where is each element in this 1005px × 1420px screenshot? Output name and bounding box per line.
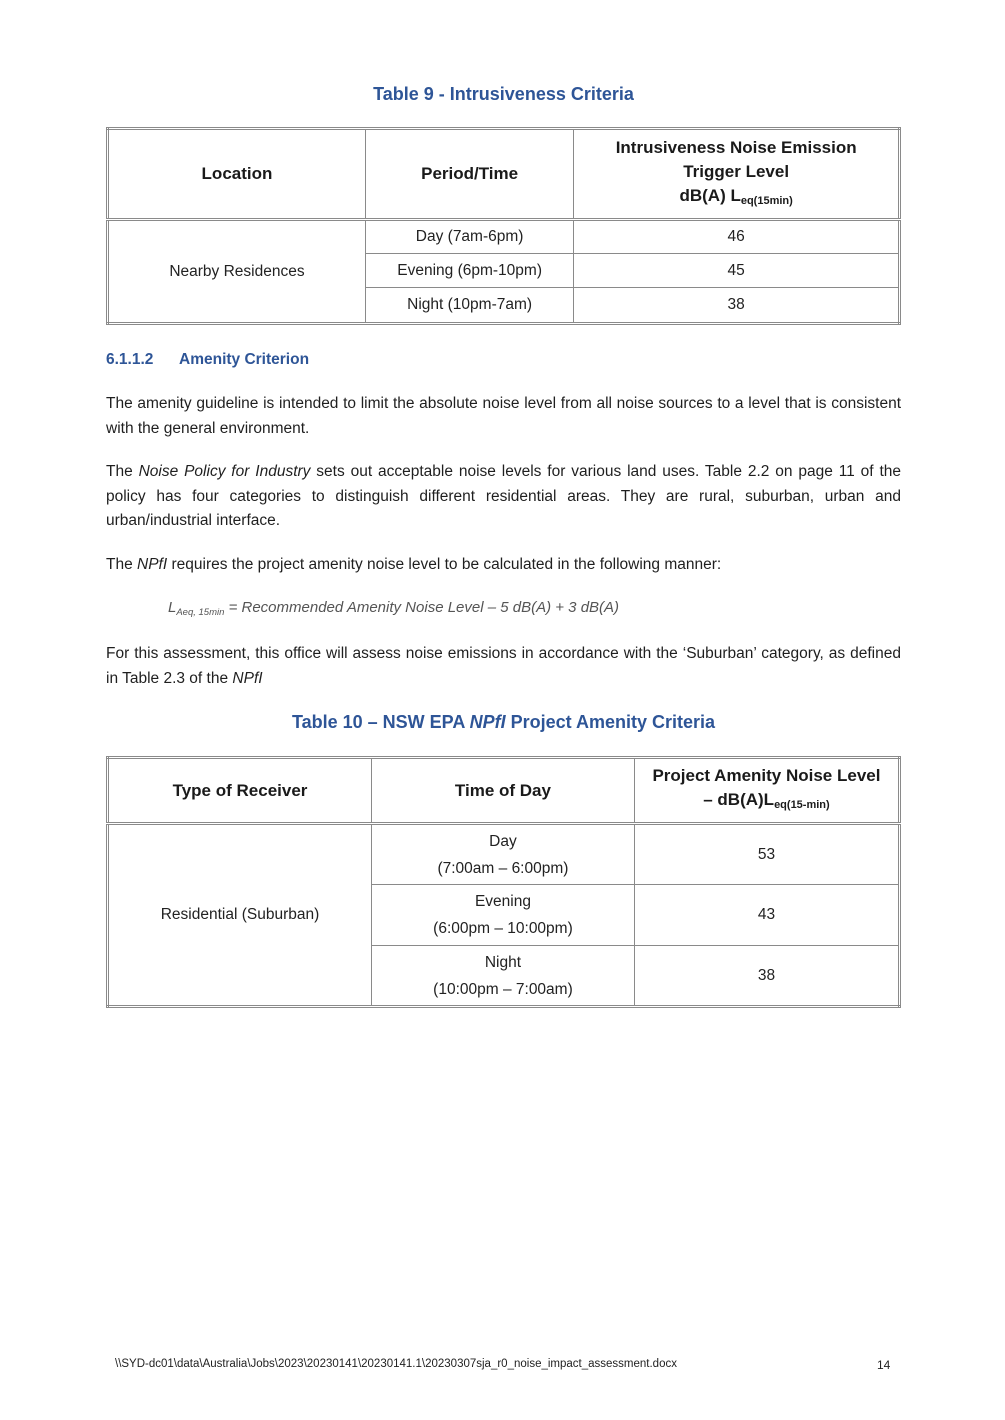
table10-header-level — [634, 758, 899, 824]
table9-period-cell: Evening (6pm-10pm) — [365, 254, 573, 288]
policy-title-italic: Noise Policy for Industry — [138, 463, 311, 480]
footer-page-number: 14 — [877, 1358, 891, 1372]
paragraph-suburban-category — [106, 642, 901, 691]
table9-header-level — [574, 129, 900, 220]
table9-header-level-line3 — [580, 184, 892, 213]
time-label: Day — [489, 832, 517, 850]
text-run: For this assessment, this office will assess noise emissions in accordance with the ‘Suburban’ category, as defined in Table 2.3 of the — [106, 645, 901, 687]
time-range: (10:00pm – 7:00am) — [433, 980, 573, 998]
table9-header-level-line2: Trigger Level — [683, 161, 790, 181]
npfi-italic: NPfI — [232, 669, 263, 687]
formula-expression: = Recommended Amenity Noise Level – 5 dB(A) + 3 dB(A) — [224, 599, 620, 616]
table9-level-cell: 46 — [574, 220, 900, 254]
footer-file-path: \\SYD-dc01\data\Australia\Jobs\2023\20230141\20230141.1\20230307sja_r0_noise_impact_assessment.docx — [115, 1358, 677, 1370]
table10-receiver-cell: Residential (Suburban) — [108, 824, 372, 1007]
table9-header-unit: dB(A) L — [679, 185, 741, 205]
table10-header-receiver: Type of Receiver — [108, 758, 372, 824]
table10-amenity-criteria — [106, 756, 901, 1008]
text-run: The — [106, 556, 138, 573]
amenity-formula — [168, 599, 619, 618]
time-range: (6:00pm – 10:00pm) — [433, 920, 573, 937]
table-row — [108, 824, 900, 885]
table9-header-period: Period/Time — [365, 129, 573, 220]
table-row — [108, 220, 900, 254]
table10-time-cell — [372, 946, 635, 1007]
text-run: requires the project amenity noise level to be calculated in the following manner: — [167, 556, 722, 573]
table10-header-unit-subscript: eq(15-min) — [774, 799, 830, 811]
table9-location-cell: Nearby Residences — [108, 220, 366, 324]
formula-subscript: Aeq, 15min — [176, 607, 225, 618]
section-title: Amenity Criterion — [179, 351, 310, 368]
table10-header-unit: – dB(A)L — [703, 790, 775, 809]
paragraph-noise-policy — [106, 460, 901, 534]
table9-level-cell: 45 — [574, 254, 900, 288]
table9-period-cell: Night (10pm-7am) — [365, 288, 573, 324]
paragraph-npfi-requirement — [106, 553, 901, 578]
paragraph-amenity-guideline: The amenity guideline is intended to limit the absolute noise level from all noise sources to a level that is consistent with the general environment. — [106, 395, 901, 437]
table9-intrusiveness-criteria — [106, 127, 901, 325]
time-label: Evening — [474, 893, 531, 910]
table10-caption — [106, 712, 901, 733]
caption-italic: NPfI — [469, 712, 506, 732]
npfi-italic: NPfI — [137, 556, 168, 573]
table9-caption: Table 9 - Intrusiveness Criteria — [373, 84, 634, 104]
time-range: (7:00am – 6:00pm) — [437, 859, 569, 877]
table9-level-cell: 38 — [574, 288, 900, 324]
table10-header-time: Time of Day — [372, 758, 635, 824]
text-run: The — [106, 463, 139, 480]
table10-time-cell — [372, 824, 635, 885]
formula-symbol: L — [168, 599, 177, 616]
table10-level-cell: 53 — [634, 824, 899, 885]
section-number: 6.1.1.2 — [106, 351, 154, 368]
table9-header-location: Location — [108, 129, 366, 220]
caption-run: Table 10 – NSW EPA — [291, 712, 470, 732]
table10-header-level-line2 — [641, 788, 892, 817]
time-label: Night — [484, 953, 522, 971]
table9-period-cell: Day (7am-6pm) — [365, 220, 573, 254]
caption-run: Project Amenity Criteria — [505, 712, 716, 732]
table10-time-cell — [372, 885, 635, 946]
table9-header-unit-subscript: eq(15min) — [740, 194, 793, 207]
table10-level-cell: 43 — [634, 885, 899, 946]
text-run: sets out acceptable noise levels for various land uses. Table 2.2 on page 11 of the policy has four categories to distinguish different residential areas. They are rural, suburban, urban and urban/industrial interface. — [106, 463, 902, 529]
section-heading — [106, 351, 309, 369]
table9-header-level-line1: Intrusiveness Noise Emission — [615, 137, 857, 157]
table10-level-cell: 38 — [634, 946, 899, 1007]
table10-header-level-line1: Project Amenity Noise Level — [652, 766, 881, 785]
